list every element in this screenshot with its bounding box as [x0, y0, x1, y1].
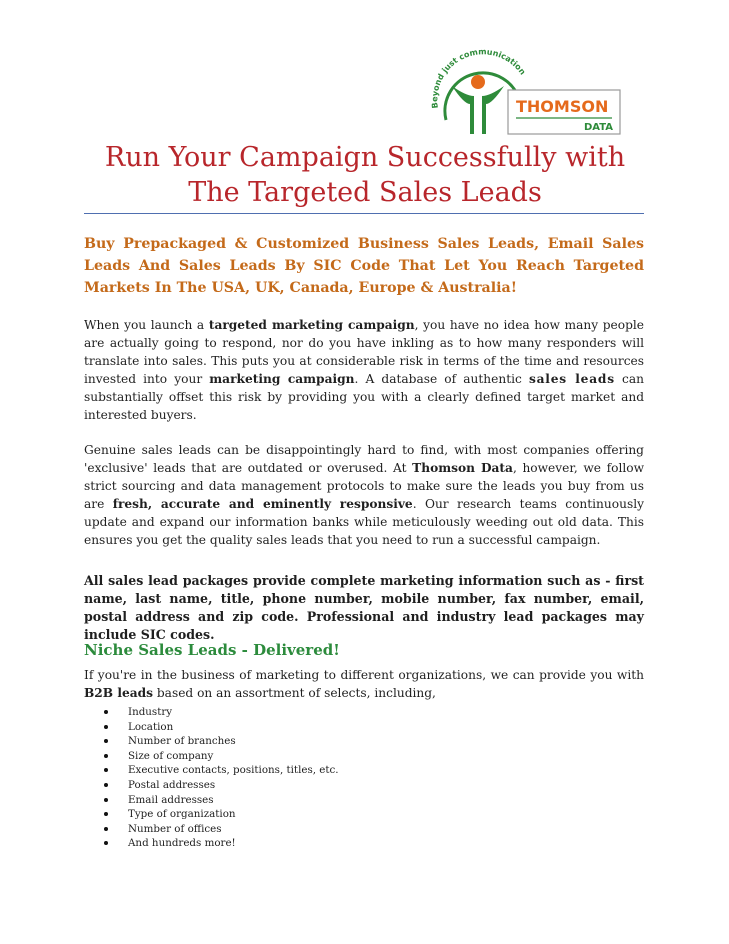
list-item-label: Number of branches [128, 735, 236, 748]
list-item-label: Industry [128, 706, 173, 718]
section-heading-niche: Niche Sales Leads - Delivered! [84, 641, 340, 659]
list-item-label: Type of organization [128, 808, 236, 821]
sub-heading: Buy Prepackaged & Customized Business Sales Leads, Email Sales Leads And Sales Leads By SIC Code That Let You Reach Targeted Markets In The USA, UK, Canada, Europe & Australia! [84, 236, 644, 296]
text-span: When you launch a [84, 318, 209, 332]
text-span: , however, we follow strict sourcing and data management protocols to make sure the leads you buy from us are [84, 461, 645, 512]
logo-graphic [416, 42, 628, 148]
list-item-label: And hundreds more! [128, 837, 236, 850]
title-divider [84, 213, 644, 214]
logo-brand-line1: THOMSON [516, 97, 609, 116]
bullet-icon [104, 827, 108, 831]
paragraph-intro [84, 316, 644, 425]
emphasis-fresh-accurate: fresh, accurate and eminently responsive [112, 497, 413, 512]
bullet-icon [104, 841, 108, 845]
page-title-line2: The Targeted Sales Leads [188, 177, 542, 208]
list-item [84, 822, 339, 837]
paragraph-b2b [84, 666, 644, 702]
text-span: . Our research teams continuously update and expand our information banks while meticulously weeding out old data. This ensures you get the quality sales leads that you need to run a successful campaign. [84, 497, 644, 548]
logo-arc-text: Beyond just communication [430, 47, 528, 109]
emphasis-b2b-leads: B2B leads [84, 686, 153, 701]
bullet-icon [104, 783, 108, 787]
text-span: can substantially offset this risk by providing you with a clearly defined target market and interested buyers. [84, 372, 644, 423]
text-span: Genuine sales leads can be disappointingly hard to find, with most companies offering 'exclusive' leads that are outdated or overused. At [84, 443, 644, 476]
list-item [84, 720, 339, 735]
thomson-data-logo [416, 42, 628, 148]
bullet-icon [104, 812, 108, 816]
emphasis-marketing-campaign: marketing campaign [209, 372, 355, 387]
list-item [84, 807, 339, 822]
page-title-line1: Run Your Campaign Successfully with [104, 142, 626, 173]
list-item [84, 749, 339, 764]
list-item [84, 793, 339, 808]
emphasis-targeted-marketing-campaign: targeted marketing campaign [208, 318, 415, 332]
list-item [84, 763, 339, 778]
list-item [84, 836, 339, 851]
text-span: If you're in the business of marketing to different organizations, we can provide you with [84, 668, 644, 682]
text-span: . A database of authentic [354, 372, 529, 387]
bullet-icon [104, 768, 108, 772]
list-item-label: Size of company [128, 749, 214, 762]
page-title [80, 140, 650, 210]
list-item [84, 734, 339, 749]
selects-list [84, 705, 339, 851]
list-item [84, 705, 339, 720]
bullet-icon [104, 798, 108, 802]
bullet-icon [104, 710, 108, 714]
list-item [84, 778, 339, 793]
logo-brand-line2: DATA [584, 122, 614, 133]
bullet-icon [104, 739, 108, 743]
paragraph-genuine-leads [84, 441, 644, 550]
bullet-icon [104, 725, 108, 729]
list-item-label: Location [128, 720, 174, 733]
text-span: based on an assortment of selects, including, [153, 686, 436, 701]
list-item-label: Number of offices [128, 822, 222, 835]
list-item-label: Executive contacts, positions, titles, etc. [128, 764, 339, 777]
list-item-label: Postal addresses [128, 778, 216, 791]
paragraph-packages: All sales lead packages provide complete marketing information such as - first name, last name, title, phone number, mobile number, fax number, email, postal address and zip code. Professional and industry lead packages may include SIC codes. [84, 573, 644, 643]
emphasis-sales-leads: sales leads [528, 372, 615, 387]
list-item-label: Email addresses [128, 793, 214, 806]
bullet-icon [104, 754, 108, 758]
text-span: , you have no idea how many people are actually going to respond, nor do you have inkling as to how many responders will translate into sales. This puts you at considerable risk in terms of the time and resources invested into your [84, 318, 644, 387]
emphasis-thomson-data: Thomson Data [412, 461, 513, 476]
